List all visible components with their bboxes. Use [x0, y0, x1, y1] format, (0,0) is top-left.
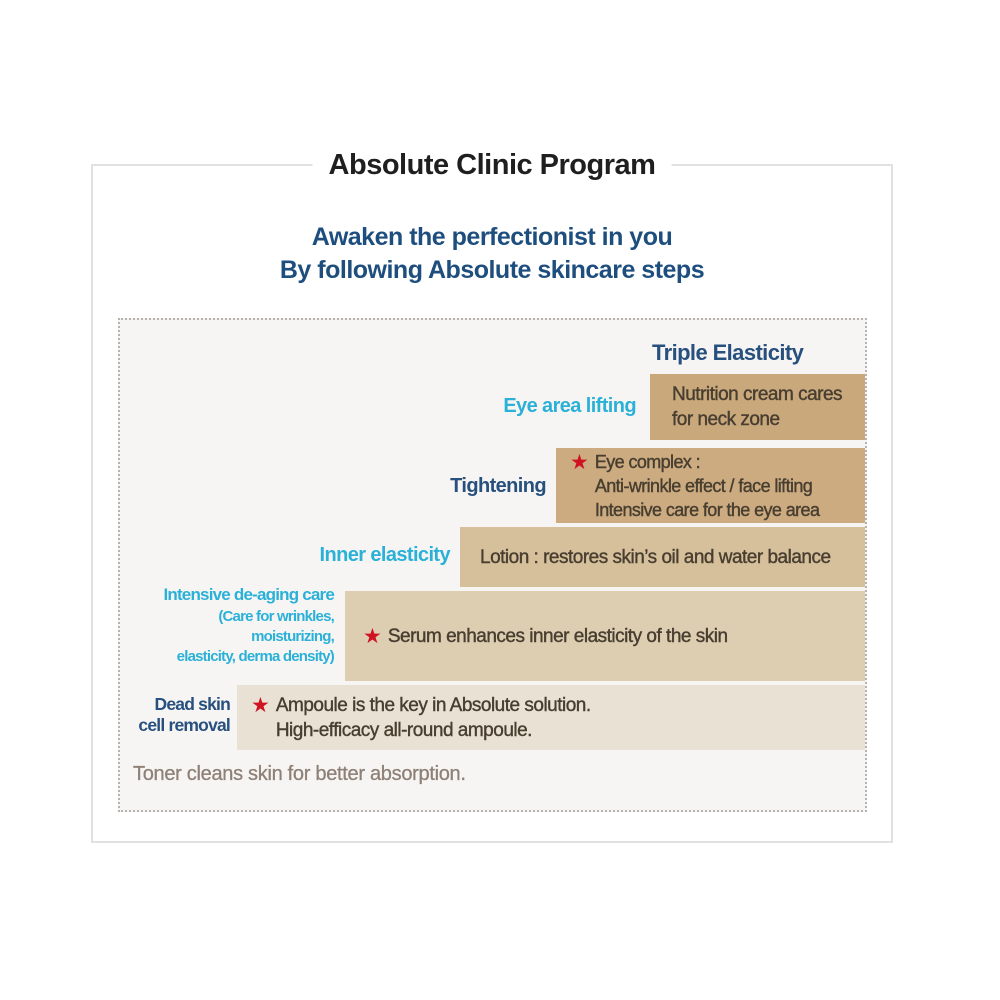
label-subline: elasticity, derma density)	[176, 648, 334, 665]
box-line: Nutrition cream cares	[672, 384, 843, 405]
star-row	[251, 693, 591, 743]
step-box-nutrition-cream	[650, 374, 865, 440]
star-icon: ★	[251, 692, 270, 717]
label-sublines	[163, 607, 334, 667]
label-line: cell removal	[138, 715, 230, 735]
box-line: High-efficacy all-round ampoule.	[275, 719, 532, 741]
box-line: Serum enhances inner elasticity of the skin	[387, 625, 728, 647]
step-label-intensive-de-aging-care	[163, 584, 334, 667]
box-line: Ampoule is the key in Absolute solution.	[275, 694, 591, 716]
step-box-eye-complex	[556, 448, 865, 523]
star-icon: ★	[570, 449, 589, 474]
step-box-text	[480, 545, 831, 570]
subtitle-line-2: By following Absolute skincare steps	[279, 256, 705, 284]
step-label-eye-area-lifting: Eye area lifting	[503, 395, 636, 417]
page-title: Absolute Clinic Program	[313, 148, 672, 182]
step-box-lotion	[460, 527, 865, 587]
star-row	[363, 624, 728, 649]
box-line: for neck zone	[672, 409, 780, 430]
star-icon: ★	[363, 623, 382, 648]
step-label-dead-skin-cell-removal	[138, 694, 230, 736]
step-box-text	[672, 382, 842, 432]
label-subline: moisturizing,	[251, 628, 334, 645]
program-subtitle	[92, 221, 892, 287]
step-label-triple-elasticity: Triple Elasticity	[652, 340, 804, 365]
subtitle-line-1: Awaken the perfectionist in you	[311, 223, 673, 251]
step-box-serum	[345, 591, 865, 681]
toner-note: Toner cleans skin for better absorption.	[133, 763, 466, 785]
label-subline: (Care for wrinkles,	[218, 608, 334, 625]
step-box-text	[388, 624, 728, 649]
step-label-inner-elasticity: Inner elasticity	[319, 544, 450, 566]
step-label-tightening: Tightening	[450, 475, 546, 497]
step-box-text	[595, 450, 820, 522]
label-line: Intensive de-aging care	[163, 585, 334, 604]
step-box-text	[276, 693, 591, 743]
star-row	[570, 450, 819, 522]
box-line: Intensive care for the eye area	[594, 499, 820, 520]
box-line: Anti-wrinkle effect / face lifting	[594, 475, 813, 496]
box-line: Eye complex :	[594, 451, 701, 472]
box-line: Lotion : restores skin’s oil and water balance	[480, 546, 831, 568]
label-line: Dead skin	[154, 694, 230, 714]
step-box-ampoule	[237, 685, 865, 750]
